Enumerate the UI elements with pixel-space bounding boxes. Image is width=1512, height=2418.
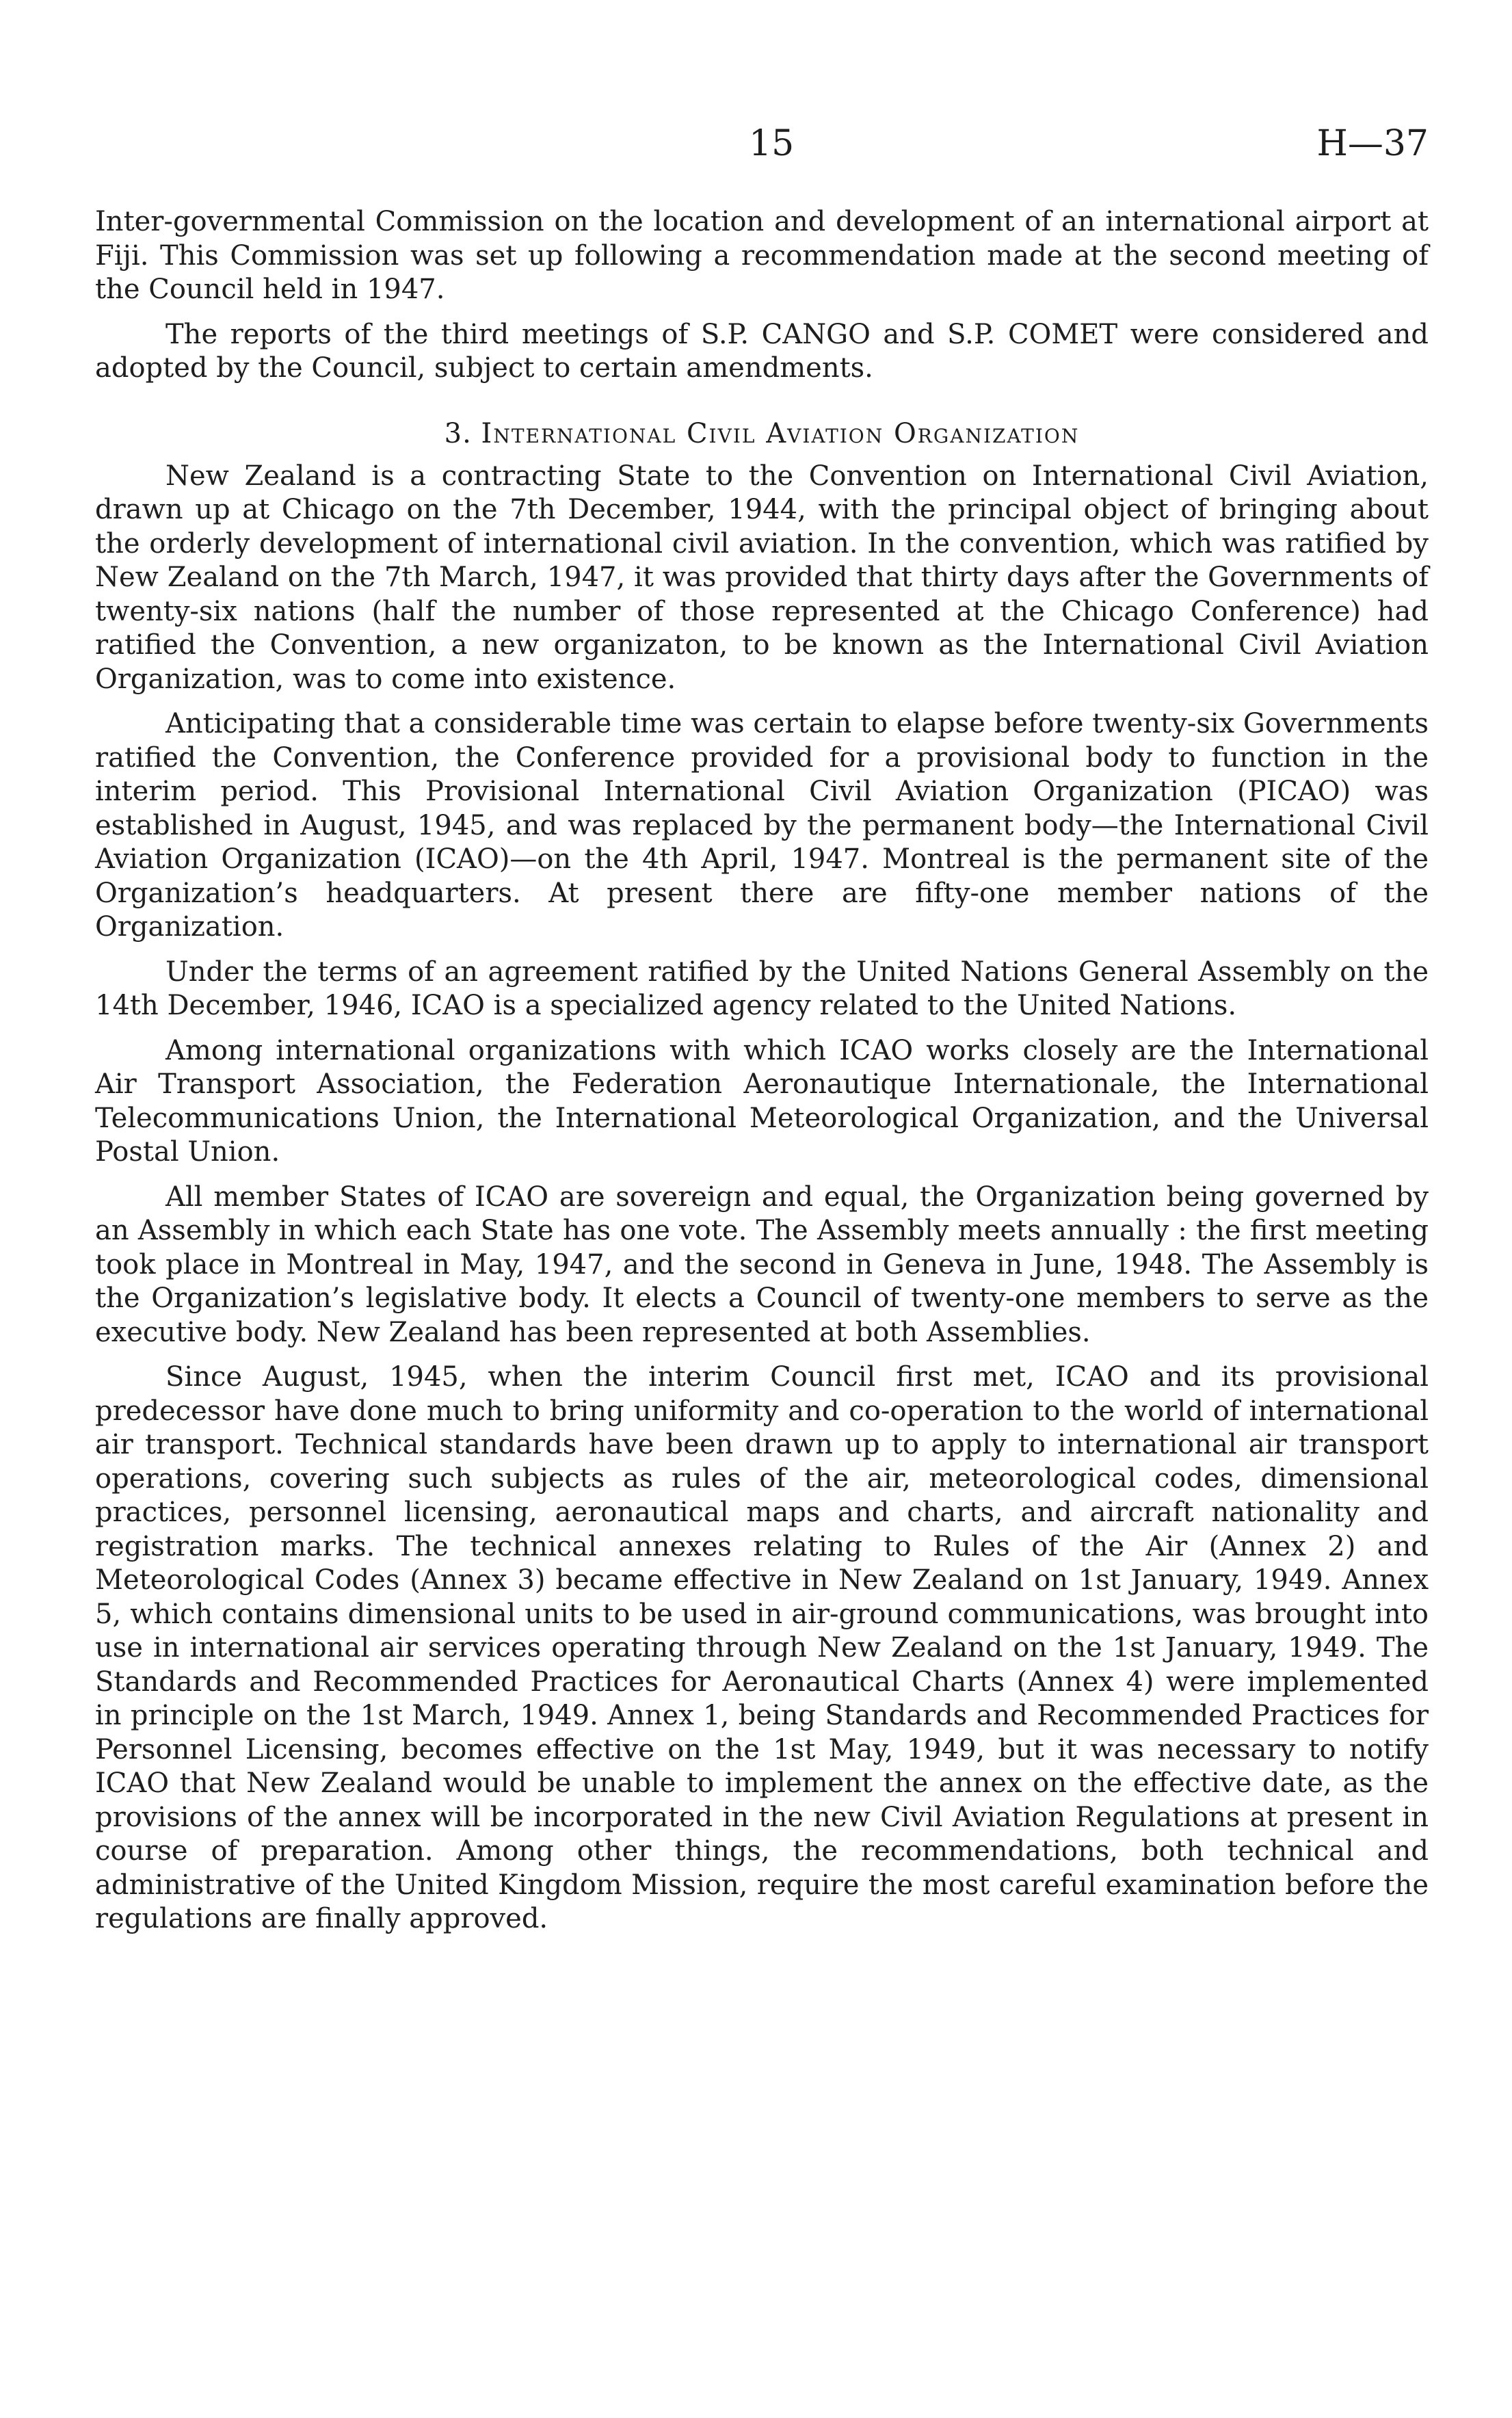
paragraph: All member States of ICAO are sovereign and equal, the Organization being governed by an Assembly in which each State has one vote. The Assembly meets annually : the first meeting took place in Montreal in May, 1947, and the second in Geneva in June, 1948. The Assembly is the Organization’s legislative body. It elects a Council of twenty-one members to serve as the executive body. New Zealand has been represented at both Assemblies.	[95, 1181, 1429, 1348]
paragraph: New Zealand is a contracting State to the Convention on International Civil Aviation, drawn up at Chicago on the 7th December, 1944, with the principal object of bringing about the orderly development of international civil aviation. In the convention, which was ratified by New Zealand on the 7th March, 1947, it was provided that thirty days after the Governments of twenty-six nations (half the number of those represented at the Chicago Conference) had ratified the Convention, a new organizaton, to be known as the International Civil Aviation Organization, was to come into existence.	[95, 460, 1429, 695]
page-number: 15	[749, 123, 795, 164]
paragraph: The reports of the third meetings of S.P. CANGO and S.P. COMET were considered and adopted by the Council, subject to certain amendments.	[95, 318, 1429, 384]
section-heading	[95, 413, 1429, 454]
paragraph: Anticipating that a considerable time was certain to elapse before twenty-six Governments ratified the Convention, the Conference provided for a provisional body to function in the interim period. This Provisional International Civil Aviation Organization (PICAO) was established in August, 1945, and was replaced by the permanent body—the International Civil Aviation Organization (ICAO)—on the 4th April, 1947. Montreal is the permanent site of the Organization’s headquarters. At present there are fifty-one member nations of the Organization.	[95, 708, 1429, 943]
paragraph-continued: Inter-governmental Commission on the location and development of an international airport at Fiji. This Commission was set up following a recommendation made at the second meeting of the Council held in 1947.	[95, 206, 1429, 305]
paragraph: Since August, 1945, when the interim Council first met, ICAO and its provisional predecessor have done much to bring uniformity and co-operation to the world of international air transport. Technical standards have been drawn up to apply to international air transport operations, covering such subjects as rules of the air, meteorological codes, dimensional practices, personnel licensing, aeronautical maps and charts, and aircraft nationality and registration marks. The technical annexes relating to Rules of the Air (Annex 2) and Meteorological Codes (Annex 3) became effective in New Zealand on 1st January, 1949. Annex 5, which contains dimensional units to be used in air-ground communications, was brought into use in international air services operating through New Zealand on the 1st January, 1949. The Standards and Recommended Practices for Aeronautical Charts (Annex 4) were implemented in principle on the 1st March, 1949. Annex 1, being Standards and Recommended Practices for Personnel Licensing, becomes effective on the 1st May, 1949, but it was necessary to notify ICAO that New Zealand would be unable to implement the annex on the effective date, as the provisions of the annex will be incorporated in the new Civil Aviation Regulations at present in course of preparation. Among other things, the recommendations, both technical and administrative of the United Kingdom Mission, require the most careful examination before the regulations are finally approved.	[95, 1361, 1429, 1934]
page-header	[0, 120, 1512, 168]
section-title: International Civil Aviation Organization	[481, 417, 1080, 449]
paragraph: Among international organizations with which ICAO works closely are the International Air Transport Association, the Federation Aeronautique Internationale, the International Telecommunications Union, the International Meteorological Organization, and the Universal Postal Union.	[95, 1034, 1429, 1168]
body-text	[95, 205, 1429, 1947]
section-number: 3.	[444, 417, 472, 449]
paragraph: Under the terms of an agreement ratified by the United Nations General Assembly on the 14th December, 1946, ICAO is a specialized agency related to the United Nations.	[95, 956, 1429, 1021]
document-reference: H—37	[1316, 123, 1429, 164]
